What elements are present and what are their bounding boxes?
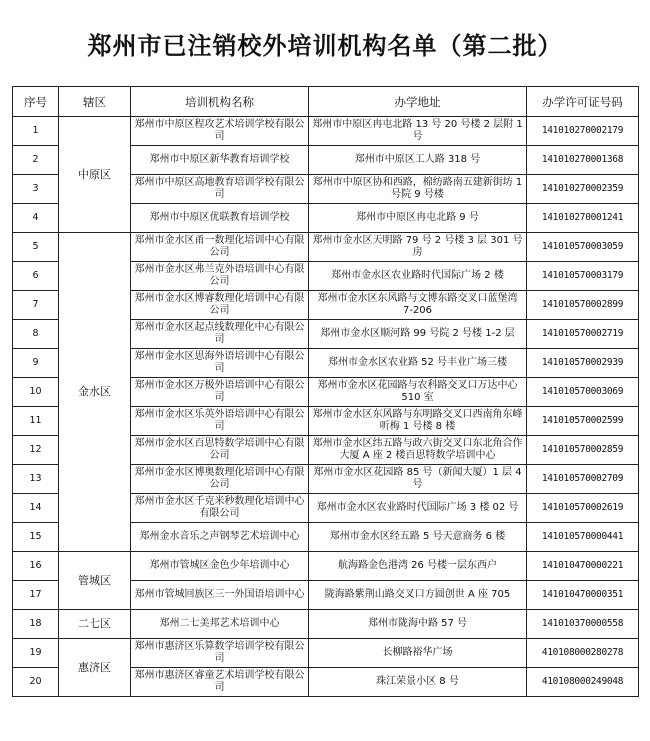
license-number: 141010570003179 xyxy=(527,262,639,291)
institution-name: 郑州市中原区新华教育培训学校 xyxy=(131,146,309,175)
license-number: 141010570002709 xyxy=(527,465,639,494)
license-number: 141010570002939 xyxy=(527,349,639,378)
institution-address: 郑州市中原区协和西路，棉纺路南五建新街坊 1 号院 9 号楼 xyxy=(309,175,527,204)
row-number: 11 xyxy=(13,407,59,436)
table-row xyxy=(13,552,639,581)
institution-name: 郑州市金水区乐英外语培训中心有限公司 xyxy=(131,407,309,436)
institution-address: 郑州市金水区农业路 52 号丰业广场三楼 xyxy=(309,349,527,378)
row-number: 15 xyxy=(13,523,59,552)
row-number: 16 xyxy=(13,552,59,581)
header-address: 办学地址 xyxy=(309,87,527,117)
district-cell: 金水区 xyxy=(59,233,131,552)
license-number: 141010470000221 xyxy=(527,552,639,581)
header-district: 辖区 xyxy=(59,87,131,117)
row-number: 1 xyxy=(13,117,59,146)
table-row xyxy=(13,639,639,668)
institution-address: 郑州市金水区纬五路与政六街交叉口东北角合作大厦 A 座 2 楼百思特数学培训中心 xyxy=(309,436,527,465)
license-number: 141010370000558 xyxy=(527,610,639,639)
deregistered-institutions-table xyxy=(12,86,639,697)
district-cell: 二七区 xyxy=(59,610,131,639)
row-number: 9 xyxy=(13,349,59,378)
institution-name: 郑州市金水区千克米秒数理化培训中心有限公司 xyxy=(131,494,309,523)
district-cell: 中原区 xyxy=(59,117,131,233)
row-number: 14 xyxy=(13,494,59,523)
institution-address: 郑州市中原区工人路 318 号 xyxy=(309,146,527,175)
license-number: 141010270002179 xyxy=(527,117,639,146)
institution-address: 郑州市金水区顺河路 99 号院 2 号楼 1-2 层 xyxy=(309,320,527,349)
institution-name: 郑州市管城回族区三一外国语培训中心 xyxy=(131,581,309,610)
header-name: 培训机构名称 xyxy=(131,87,309,117)
table-row xyxy=(13,610,639,639)
institution-name: 郑州市中原区高地教育培训学校有限公司 xyxy=(131,175,309,204)
license-number: 410108000249048 xyxy=(527,668,639,697)
license-number: 141010470000351 xyxy=(527,581,639,610)
institution-name: 郑州市中原区优联教育培训学校 xyxy=(131,204,309,233)
institution-name: 郑州市金水区弗兰克外语培训中心有限公司 xyxy=(131,262,309,291)
institution-address: 郑州市金水区农业路时代国际广场 3 楼 02 号 xyxy=(309,494,527,523)
row-number: 10 xyxy=(13,378,59,407)
row-number: 18 xyxy=(13,610,59,639)
row-number: 12 xyxy=(13,436,59,465)
institution-address: 郑州市金水区农业路时代国际广场 2 楼 xyxy=(309,262,527,291)
document-title: 郑州市已注销校外培训机构名单（第二批） xyxy=(87,32,563,60)
institution-address: 郑州市金水区天明路 79 号 2 号楼 3 层 301 号房 xyxy=(309,233,527,262)
license-number: 141010570002719 xyxy=(527,320,639,349)
institution-name: 郑州市金水区起点线数理化中心有限公司 xyxy=(131,320,309,349)
institution-address: 郑州市金水区东风路与东明路交叉口西南角东峰听梅 1 号楼 8 楼 xyxy=(309,407,527,436)
institution-address: 航海路金色港湾 26 号楼一层东西户 xyxy=(309,552,527,581)
institution-name: 郑州金水音乐之声钢琴艺术培训中心 xyxy=(131,523,309,552)
row-number: 19 xyxy=(13,639,59,668)
license-number: 141010270002359 xyxy=(527,175,639,204)
institution-address: 陇海路紫荆山路交叉口方圆创世 A 座 705 xyxy=(309,581,527,610)
row-number: 4 xyxy=(13,204,59,233)
table-row xyxy=(13,117,639,146)
institution-name: 郑州二七美邦艺术培训中心 xyxy=(131,610,309,639)
row-number: 7 xyxy=(13,291,59,320)
table-body xyxy=(13,117,639,697)
row-number: 6 xyxy=(13,262,59,291)
institution-address: 长柳路裕华广场 xyxy=(309,639,527,668)
institution-name: 郑州市惠济区乐算数学培训学校有限公司 xyxy=(131,639,309,668)
institution-name: 郑州市金水区万极外语培训中心有限公司 xyxy=(131,378,309,407)
institution-address: 郑州市金水区东风路与文博东路交叉口蓝堡湾 7-206 xyxy=(309,291,527,320)
institution-name: 郑州市金水区甬一数理化培训中心有限公司 xyxy=(131,233,309,262)
license-number: 141010570002619 xyxy=(527,494,639,523)
row-number: 13 xyxy=(13,465,59,494)
row-number: 3 xyxy=(13,175,59,204)
institution-name: 郑州市金水区博奥数理化培训中心有限公司 xyxy=(131,465,309,494)
license-number: 410108000280278 xyxy=(527,639,639,668)
license-number: 141010570003069 xyxy=(527,378,639,407)
license-number: 141010570003059 xyxy=(527,233,639,262)
table-row xyxy=(13,233,639,262)
row-number: 20 xyxy=(13,668,59,697)
license-number: 141010270001241 xyxy=(527,204,639,233)
institution-address: 郑州市金水区经五路 5 号天意商务 6 楼 xyxy=(309,523,527,552)
institution-name: 郑州市金水区思海外语培训中心有限公司 xyxy=(131,349,309,378)
row-number: 8 xyxy=(13,320,59,349)
institution-name: 郑州市惠济区睿童艺术培训学校有限公司 xyxy=(131,668,309,697)
license-number: 141010570002599 xyxy=(527,407,639,436)
institution-address: 珠江荣景小区 8 号 xyxy=(309,668,527,697)
institution-address: 郑州市陇海中路 57 号 xyxy=(309,610,527,639)
institution-name: 郑州市金水区百思特数学培训中心有限公司 xyxy=(131,436,309,465)
license-number: 141010570002859 xyxy=(527,436,639,465)
row-number: 2 xyxy=(13,146,59,175)
row-number: 17 xyxy=(13,581,59,610)
institution-name: 郑州市金水区博睿数理化培训中心有限公司 xyxy=(131,291,309,320)
institution-address: 郑州市金水区花园路与农科路交叉口万达中心 510 室 xyxy=(309,378,527,407)
header-license: 办学许可证号码 xyxy=(527,87,639,117)
district-cell: 管城区 xyxy=(59,552,131,610)
institution-name: 郑州市中原区程攻艺术培训学校有限公司 xyxy=(131,117,309,146)
license-number: 141010570002899 xyxy=(527,291,639,320)
institution-address: 郑州市中原区冉屯北路 9 号 xyxy=(309,204,527,233)
header-no: 序号 xyxy=(13,87,59,117)
row-number: 5 xyxy=(13,233,59,262)
institution-address: 郑州市金水区花园路 85 号（新闻大厦）1 层 4 号 xyxy=(309,465,527,494)
license-number: 141010270001368 xyxy=(527,146,639,175)
table-header-row xyxy=(13,87,639,117)
district-cell: 惠济区 xyxy=(59,639,131,697)
institution-address: 郑州市中原区冉屯北路 13 号 20 号楼 2 层附 1 号 xyxy=(309,117,527,146)
license-number: 141010570000441 xyxy=(527,523,639,552)
institution-name: 郑州市管城区金色少年培训中心 xyxy=(131,552,309,581)
